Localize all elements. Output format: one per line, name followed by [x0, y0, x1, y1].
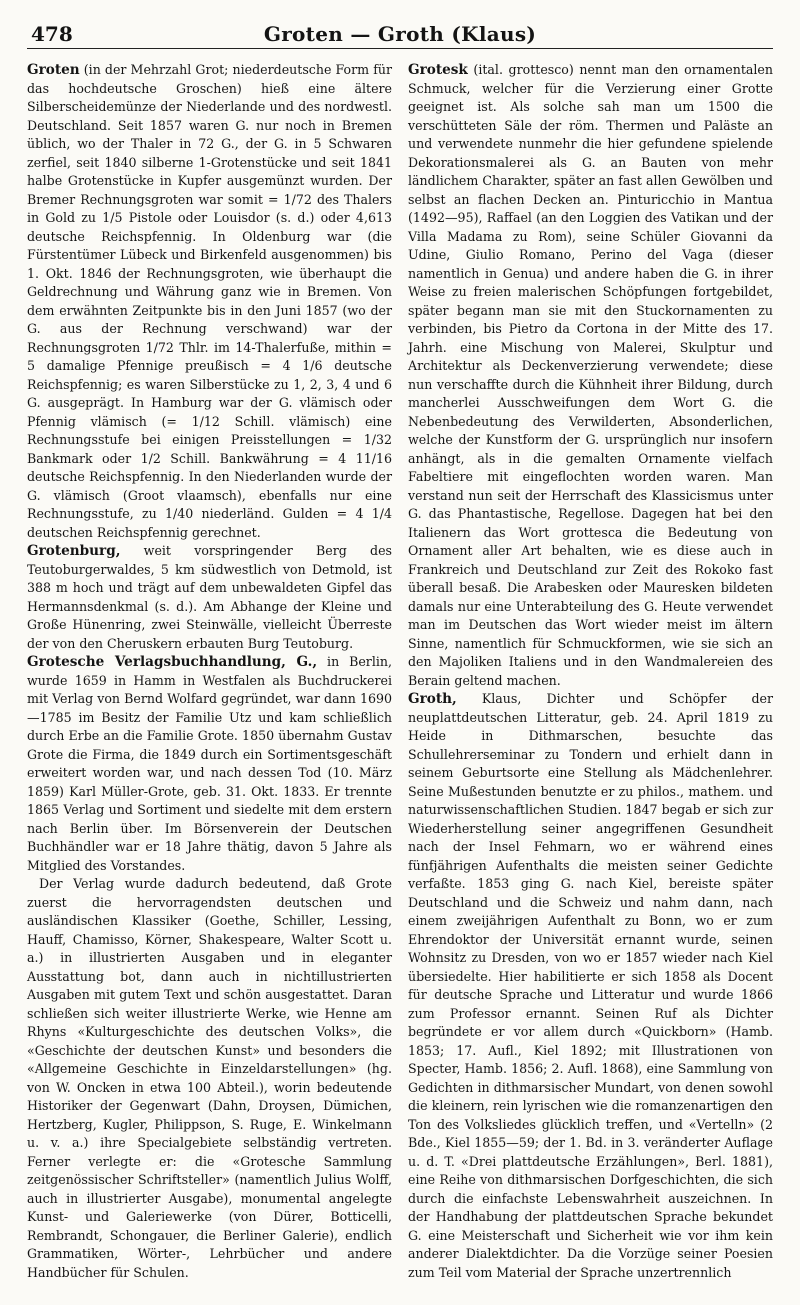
entry-text-grotesche-p1: in Berlin, wurde 1659 in Hamm in Westfalen als Buchdruckerei mit Verlag von Bernd Wolfard gegründet, war dann 1690—1785 im Besitz der Familie Utz und kam schließlich durch Erbe an die Familie Grote. 1850 übernahm Gustav Grote die Firma, die 1849 durch ein Sortimentsgeschäft erweitert worden war, und nach dessen Tod (10. März 1859) Karl Müller-Grote, geb. 31. Okt. 1833. Er trennte 1865 Verlag und Sortiment und siedelte mit dem erstern nach Berlin über. Im Börsenverein der Deutschen Buchhändler war er 18 Jahre thätig, davon 5 Jahre als Mitglied des Vorstandes.: [27, 654, 392, 873]
right-column: [408, 61, 773, 1282]
headword-grotesk: Grotesk: [408, 62, 468, 78]
entry-grotesche-verlagsbuchhandlung: [27, 653, 392, 1282]
headword-grotesche: Grotesche Verlagsbuchhandlung, G.,: [27, 654, 318, 670]
entry-text-grotesk: (ital. grottesco) nennt man den ornamentalen Schmuck, welcher für die Verzierung einer Grotte geeignet ist. Als solche sah man um 1500 die verschütteten Säle der röm. Thermen und Paläste an und verwendete nunmehr die hier gefundene spielende Dekorationsmalerei als G. an Bauten von mehr ländlichem Charakter, später an fast allen Gewölben und selbst an flachen Decken an. Pinturicchio in Mantua (1492—95), Raffael (an den Loggien des Vatikan und der Villa Madama zu Rom), seine Schüler Giovanni da Udine, Giulio Romano, Perino del Vaga (dieser namentlich in Genua) und andere haben die G. in ihrer Weise zu freien malerischen Schöpfungen fortgebildet, später begann man sie mit den Stuckornamenten zu verbinden, bis Pietro da Cortona in der Mitte des 17. Jahrh. eine Mischung von Malerei, Skulptur und Architektur als Deckenverzierung verwendete; diese nun verschaffte durch die Kühnheit ihrer Bildung, durch mancherlei Ausschweifungen dem Wort G. die Nebenbedeutung des Verwilderten, Absonderlichen, welche der Kunstform der G. ursprünglich nur insofern anhängt, als in die gemalten Ornamente vielfach Fabeltiere mit eingeflochten worden waren. Man verstand nun seit der Herrschaft des Klassicismus unter G. das Phantastische, Regellose. Dagegen hat bei den Italienern das Wort grottesca die Bedeutung von Ornament aller Art behalten, wie es diese auch in Frankreich und Deutschland zur Zeit des Rokoko fast überall besaß. Die Arabesken oder Mauresken bildeten damals nur eine Unterabteilung des G. Heute verwendet man im Deutschen das Wort wieder meist im ältern Sinne, namentlich für Schmuckformen, wie sie sich an den Majoliken Italiens und in den Wandmalereien des Berain geltend machen.: [408, 62, 773, 688]
entry-grotenburg: [27, 542, 392, 653]
entry-text-groten: (in der Mehrzahl Grot; niederdeutsche Form für das hochdeutsche Groschen) hieß eine ältere Silberscheidemünze der Niederlande und des nordwestl. Deutschland. Seit 1857 waren G. nur noch in Bremen üblich, wo der Thaler in 72 G., der G. in 5 Schwaren zerfiel, seit 1840 silberne 1-Grotenstücke und seit 1841 halbe Grotenstücke in Kupfer ausgemünzt wurden. Der Bremer Rechnungsgroten war somit = 1/72 des Thalers in Gold zu 1/5 Pistole oder Louisdor (s. d.) oder 4,613 deutsche Reichspfennig. In Oldenburg war (die Fürstentümer Lübeck und Birkenfeld ausgenommen) bis 1. Okt. 1846 der Rechnungsgroten, wie überhaupt die Geldrechnung und Währung ganz wie in Bremen. Von dem erwähnten Zeitpunkte bis in den Juni 1857 (wo der G. aus der Rechnung verschwand) war der Rechnungsgroten 1/72 Thlr. im 14-Thalerfuße, mithin = 5 damalige Pfennige preußisch = 4 1/6 deutsche Reichspfennig; es waren Silberstücke zu 1, 2, 3, 4 und 6 G. ausgeprägt. In Hamburg war der G. vlämisch oder Pfennig vlämisch (= 1/12 Schill. vlämisch) eine Rechnungsstufe bei einigen Preisstellungen = 1/32 Bankmark oder 1/2 Schill. Bankwährung = 4 11/16 deutsche Reichspfennig. In den Niederlanden wurde der G. vlämisch (Groot vlaamsch), ebenfalls nur eine Rechnungsstufe, zu 1/40 niederländ. Gulden = 4 1/4 deutschen Reichspfennig gerechnet.: [27, 62, 392, 540]
headword-groten: Groten: [27, 62, 80, 78]
left-column: [27, 61, 392, 1282]
headword-grotenburg: Grotenburg,: [27, 543, 121, 559]
entry-text-grotesche-p2: Der Verlag wurde dadurch bedeutend, daß Grote zuerst die hervorragendsten deutschen und ausländischen Klassiker (Goethe, Schiller, Lessing, Hauff, Chamisso, Körner, Shakespeare, Walter Scott u. a.) in illustrierten Ausgaben und in eleganter Ausstattung bot, dann auch in nichtillustrierten Ausgaben mit gutem Text und schön ausgestattet. Daran schließen sich weiter illustrierte Werke, wie Henne am Rhyns «Kulturgeschichte des deutschen Volks», die «Geschichte der deutschen Kunst» und besonders die «Allgemeine Geschichte in Einzeldarstellungen» (hg. von W. Oncken in etwa 100 Abteil.), worin bedeutende Historiker der Gegenwart (Dahn, Droysen, Dümichen, Hertzberg, Kugler, Philippson, S. Ruge, E. Winkelmann u. v. a.) ihre Specialgebiete selbständig vertreten. Ferner verlegte er: die «Grotesche Sammlung zeitgenössischer Schriftsteller» (namentlich Julius Wolff, auch in illustrierter Ausgabe), monumental angelegte Kunst- und Galeriewerke (von Dürer, Botticelli, Rembrandt, Schongauer, die Berliner Galerie), endlich Grammatiken, Wörter-, Lehrbücher und andere Handbücher für Schulen.: [27, 876, 392, 1280]
headword-groth: Groth,: [408, 691, 457, 707]
text-columns: [27, 61, 773, 1282]
running-title: Groten — Groth (Klaus): [263, 22, 537, 46]
entry-text-groth: Klaus, Dichter und Schöpfer der neuplattdeutschen Litteratur, geb. 24. April 1819 zu Heide in Dithmarschen, besuchte das Schullehrerseminar zu Tondern und erhielt dann in seinem Geburtsorte eine Stellung als Mädchenlehrer. Seine Mußestunden benutzte er zu philos., mathem. und naturwissenschaftlichen Studien. 1847 begab er sich zur Wiederherstellung seiner angegriffenen Gesundheit nach der Insel Fehmarn, wo er während eines fünfjährigen Aufenthalts die meisten seiner Gedichte verfaßte. 1853 ging G. nach Kiel, bereiste später Deutschland und die Schweiz und nahm dann, nach einem zweijährigen Aufenthalt zu Bonn, wo er zum Ehrendoktor der Universität ernannt wurde, seinen Wohnsitz zu Dresden, von wo er 1857 wieder nach Kiel übersiedelte. Hier habilitierte er sich 1858 als Docent für deutsche Sprache und Litteratur und wurde 1866 zum Professor ernannt. Seinen Ruf als Dichter begründete er vor allem durch «Quickborn» (Hamb. 1853; 17. Aufl., Kiel 1892; mit Illustrationen von Specter, Hamb. 1856; 2. Aufl. 1868), eine Sammlung von Gedichten in dithmarsischer Mundart, von denen sowohl die kleinern, rein lyrischen wie die romanzenartigen den Ton des Volksliedes glücklich treffen, und «Vertelln» (2 Bde., Kiel 1855—59; der 1. Bd. in 3. veränderter Auflage u. d. T. «Drei plattdeutsche Erzählungen», Berl. 1881), eine Reihe von dithmarsischen Dorfgeschichten, die sich durch die einfachste Lebenswahrheit auszeichnen. In der Handhabung der plattdeutschen Sprache bekundet G. eine Meisterschaft und Sicherheit wie vor ihm kein anderer Dialektdichter. Da die Vorzüge seiner Poesien zum Teil vom Material der Sprache unzertrennlich: [408, 691, 773, 1280]
entry-groth: [408, 690, 773, 1282]
entry-grotesk: [408, 61, 773, 690]
entry-text-grotenburg: weit vorspringender Berg des Teutoburgerwaldes, 5 km südwestlich von Detmold, ist 388 m hoch und trägt auf dem unbewaldeten Gipfel das Hermannsdenkmal (s. d.). Am Abhange der Kleine und Große Hünenring, zwei Steinwälle, vielleicht Überreste der von den Cheruskern erbauten Burg Teutoburg.: [27, 543, 392, 651]
entry-groten: [27, 61, 392, 542]
page-header: [27, 20, 773, 49]
page-number: 478: [31, 22, 73, 46]
